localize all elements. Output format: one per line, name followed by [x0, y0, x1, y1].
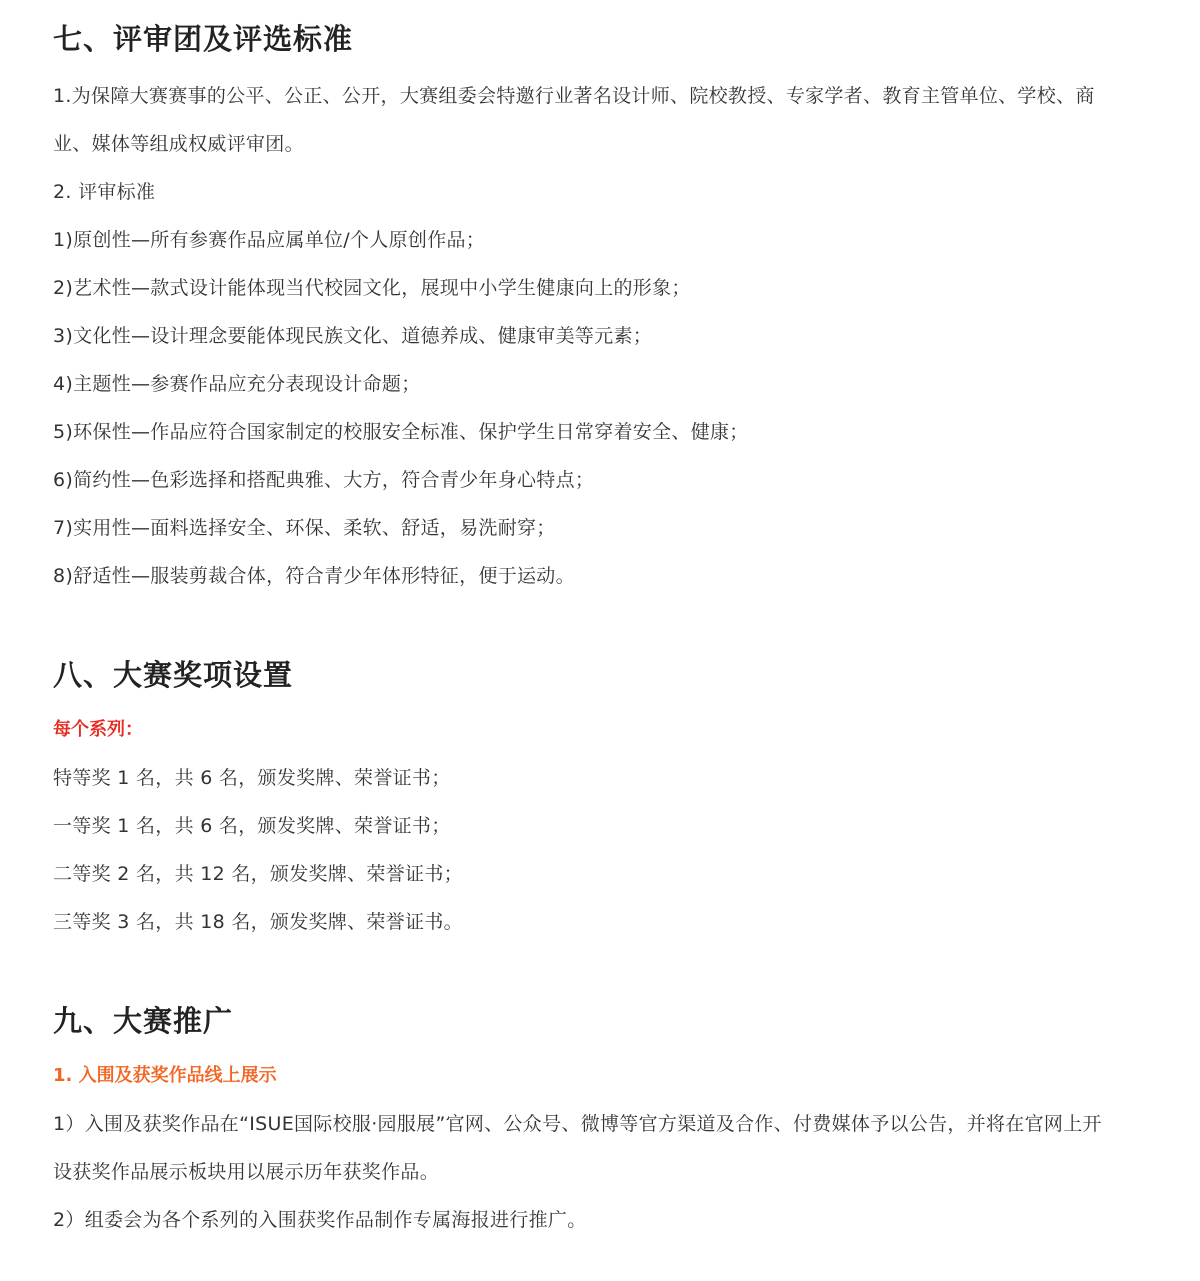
- award-item: 二等奖 2 名，共 12 名，颁发奖牌、荣誉证书；: [53, 863, 463, 885]
- paragraph: 1）入围及获奖作品在“ISUE国际校服·园服展”官网、公众号、微博等官方渠道及合作、付费媒体予以公告，并将在官网上开设获奖作品展示板块用以展示历年获奖作品。: [53, 1113, 1102, 1183]
- section-awards: [53, 636, 1160, 946]
- section-subtitle: 每个系列：: [53, 719, 143, 740]
- criterion-item: 1)原创性—所有参赛作品应属单位/个人原创作品；: [53, 229, 486, 251]
- section-title: 八、大赛奖项设置: [53, 658, 294, 692]
- section-body: [53, 72, 1160, 600]
- section-title: 七、评审团及评选标准: [53, 22, 354, 56]
- paragraph: 1.为保障大赛赛事的公平、公正、公开，大赛组委会特邀行业著名设计师、院校教授、专家学者、教育主管单位、学校、商业、媒体等组成权威评审团。: [53, 85, 1095, 155]
- criterion-item: 5)环保性—作品应符合国家制定的校服安全标准、保护学生日常穿着安全、健康；: [53, 421, 749, 443]
- section-promotion: [53, 982, 1160, 1244]
- paragraph: 2）组委会为各个系列的入围获奖作品制作专属海报进行推广。: [53, 1209, 587, 1231]
- award-item: 一等奖 1 名，共 6 名，颁发奖牌、荣誉证书；: [53, 815, 451, 837]
- criterion-item: 4)主题性—参赛作品应充分表现设计命题；: [53, 373, 421, 395]
- section-body: [53, 706, 1160, 946]
- section-title: 九、大赛推广: [53, 1004, 234, 1038]
- criterion-item: 3)文化性—设计理念要能体现民族文化、道德养成、健康审美等元素；: [53, 325, 653, 347]
- criterion-item: 8)舒适性—服装剪裁合体，符合青少年体形特征，便于运动。: [53, 565, 575, 587]
- criterion-item: 2)艺术性—款式设计能体现当代校园文化，展现中小学生健康向上的形象；: [53, 277, 691, 299]
- section-judging: [53, 0, 1160, 600]
- section-subtitle: 1. 入围及获奖作品线上展示: [53, 1065, 277, 1086]
- paragraph: 2. 评审标准: [53, 181, 156, 203]
- criterion-item: 6)简约性—色彩选择和搭配典雅、大方，符合青少年身心特点；: [53, 469, 595, 491]
- award-item: 三等奖 3 名，共 18 名，颁发奖牌、荣誉证书。: [53, 911, 463, 933]
- criterion-item: 7)实用性—面料选择安全、环保、柔软、舒适，易洗耐穿；: [53, 517, 556, 539]
- award-item: 特等奖 1 名，共 6 名，颁发奖牌、荣誉证书；: [53, 767, 451, 789]
- section-body: [53, 1052, 1160, 1244]
